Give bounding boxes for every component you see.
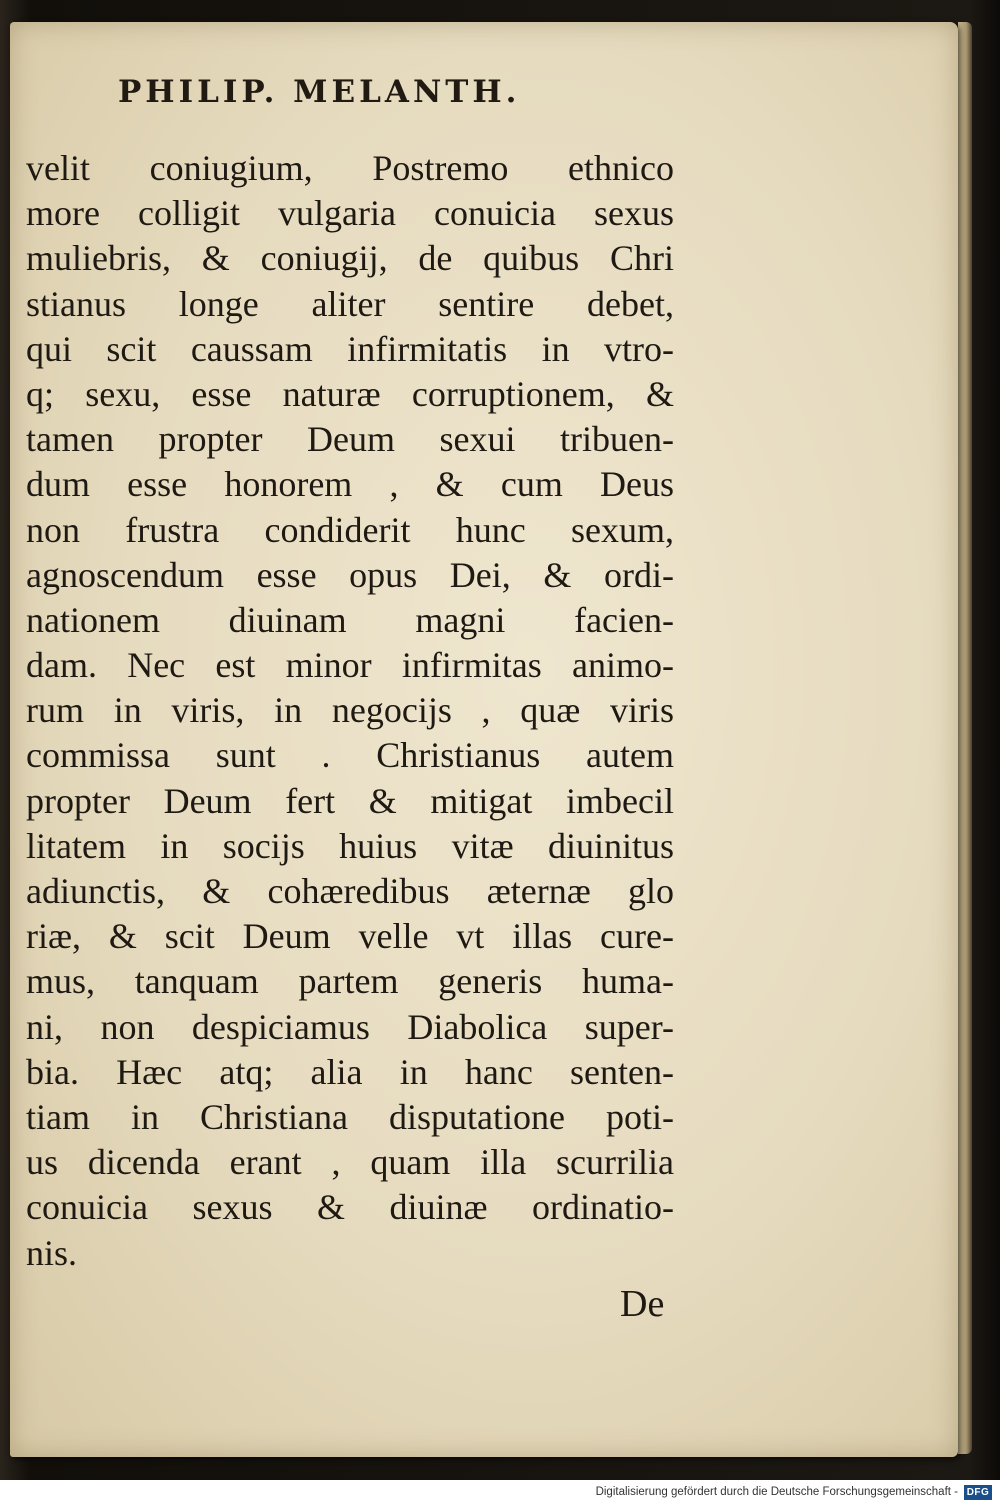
text-line: dam. Nec est minor infirmitas animo-	[26, 645, 674, 686]
text-line: more colligit vulgaria conuicia sexus	[26, 193, 674, 234]
text-line: velit coniugium, Postremo ethnico	[26, 148, 674, 188]
text-line: conuicia sexus & diuinæ ordinatio-	[26, 1187, 674, 1228]
text-line: rum in viris, in negocijs , quæ viris	[26, 690, 674, 731]
text-line: non frustra condiderit hunc sexum,	[26, 509, 674, 550]
page-edge	[958, 22, 972, 1454]
text-line: muliebris, & coniugij, de quibus Chri	[26, 238, 674, 279]
text-line: q; sexu, esse naturæ corruptionem, &	[26, 373, 674, 414]
text-line: bia. Hæc atq; alia in hanc senten-	[26, 1051, 674, 1092]
text-line: riæ, & scit Deum velle vt illas cure-	[26, 916, 674, 957]
text-line: agnoscendum esse opus Dei, & ordi-	[26, 554, 674, 595]
text-line: tiam in Christiana disputatione poti-	[26, 1096, 674, 1137]
text-line: dum esse honorem , & cum Deus	[26, 464, 674, 505]
footer-bar	[0, 1480, 1000, 1507]
text-line: tamen propter Deum sexui tribuen-	[26, 419, 674, 460]
text-line: litatem in socijs huius vitæ diuinitus	[26, 825, 674, 866]
text-line: adiunctis, & cohæredibus æternæ glo	[26, 871, 674, 911]
text-line: propter Deum fert & mitigat imbecil	[26, 780, 674, 821]
text-line: us dicenda erant , quam illa scurrilia	[26, 1142, 674, 1183]
text-line: commissa sunt . Christianus autem	[26, 735, 674, 776]
text-line: nationem diuinam magni facien-	[26, 599, 674, 640]
text-block	[26, 146, 674, 1276]
text-line: stianus longe aliter sentire debet,	[26, 283, 674, 324]
running-head: PHILIP. MELANTH.	[118, 74, 521, 110]
text-line: ni, non despiciamus Diabolica super-	[26, 1006, 674, 1047]
text-line: qui scit caussam infirmitatis in vtro-	[26, 328, 674, 369]
text-line: mus, tanquam partem generis huma-	[26, 961, 674, 1002]
dfg-logo-icon: DFG	[964, 1485, 992, 1500]
catchword: De	[620, 1283, 665, 1325]
funding-credit: Digitalisierung gefördert durch die Deutsche Forschungsgemeinschaft -	[595, 1486, 958, 1498]
text-line: nis.	[26, 1232, 78, 1273]
